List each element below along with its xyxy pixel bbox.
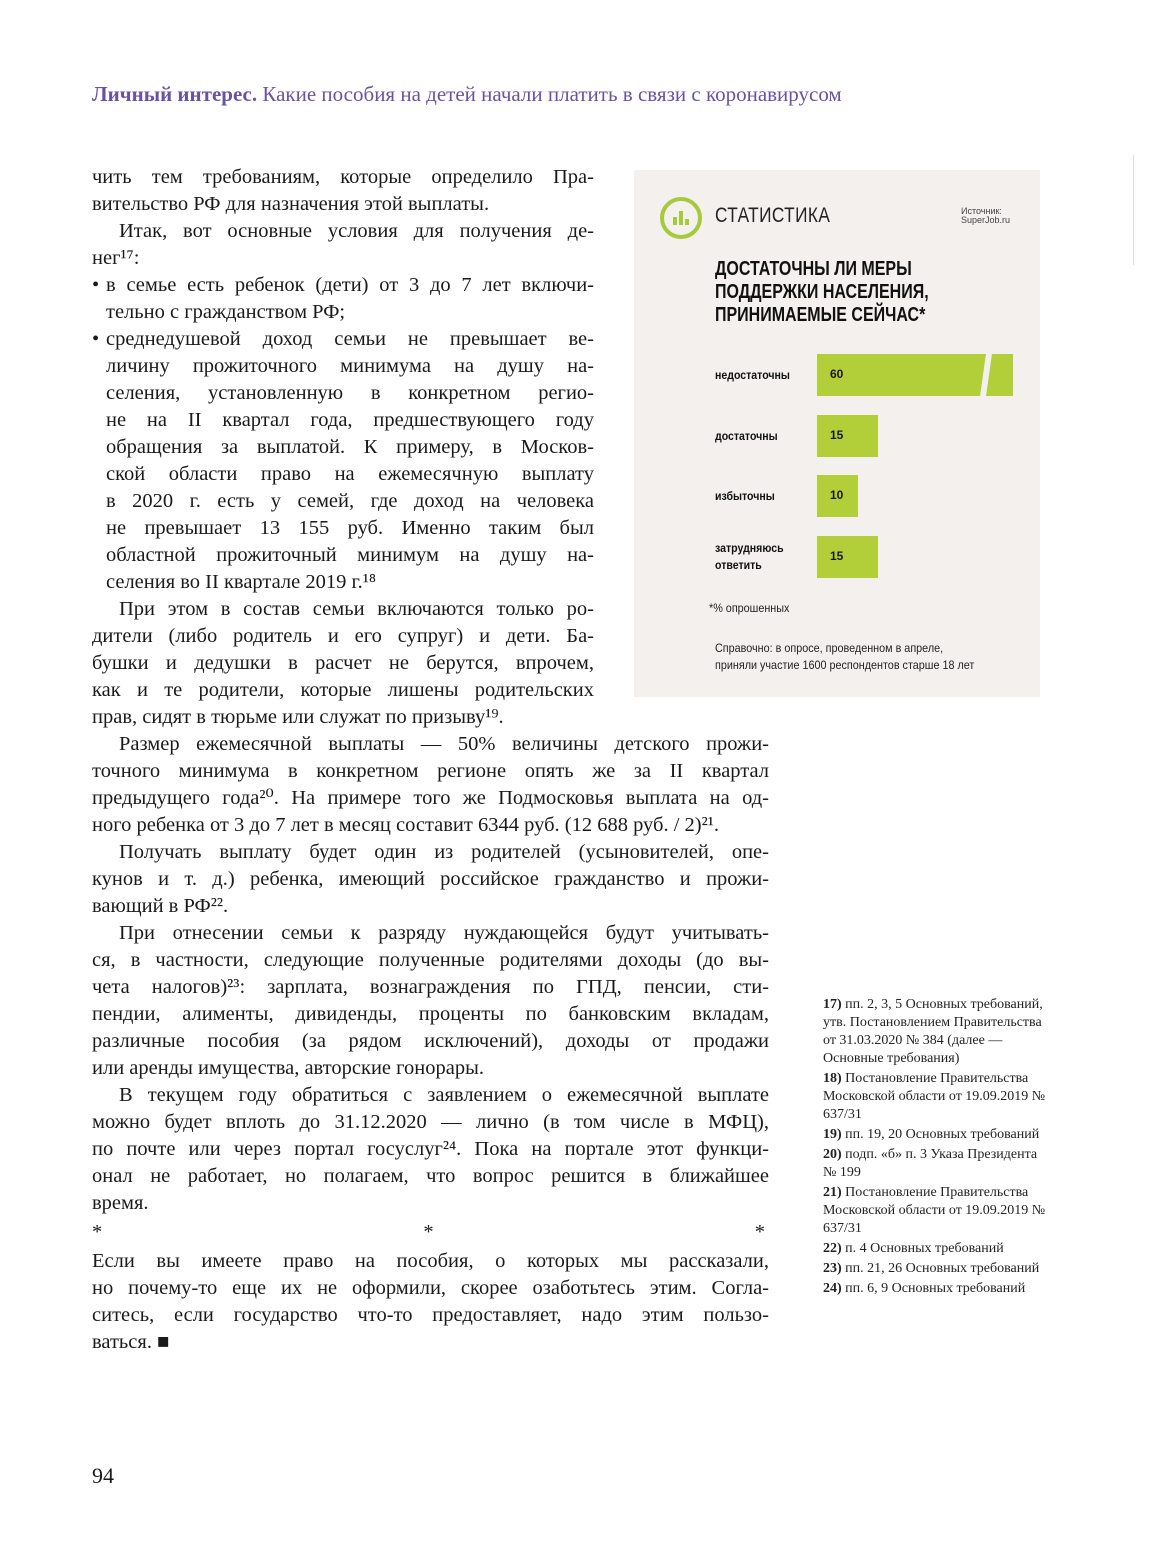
section-separator: * * *: [92, 1221, 769, 1243]
chart-bar: [817, 354, 1013, 396]
text-line: ваться. ■: [92, 1331, 170, 1353]
chart-bar: [817, 536, 878, 578]
footnote-text: подп. «б» п. 3 Указа Президента № 199: [823, 1147, 1038, 1180]
footnote-text: Постановление Правительства Московской области от 19.09.2019 № 637/31: [823, 1071, 1046, 1122]
page-number: 94: [92, 1463, 114, 1488]
footnote: [823, 1146, 1053, 1182]
text-line: не на II квартал года, предшествующего году: [106, 409, 594, 431]
footnote: [823, 1070, 1053, 1124]
axis-break-mark: [980, 352, 992, 398]
bar-value-label: 10: [830, 488, 844, 502]
reference-line: приняли участие 1600 респондентов старше 18 лет: [715, 658, 975, 672]
footnote: [823, 1184, 1053, 1238]
page-edge-divider: [1133, 155, 1134, 265]
chart-title-line: ПРИНИМАЕМЫЕ СЕЙЧАС*: [715, 304, 926, 326]
text-line: ской области право на ежемесячную выплату: [106, 463, 594, 485]
footnote: [823, 1260, 1053, 1278]
text-line: селения, установленную в конкретном регио-: [106, 382, 594, 404]
footnote-text: пп. 21, 26 Основных требований: [841, 1261, 1040, 1276]
text-line: В текущем году обратиться с заявлением о ежемесячной выплате: [119, 1084, 769, 1106]
text-line: нег¹⁷:: [92, 247, 140, 269]
text-line: Получать выплату будет один из родителей (усыновителей, опе-: [119, 841, 769, 863]
text-line: бушки и дедушки в расчет не берутся, впрочем,: [92, 652, 594, 674]
chart-category-label: [715, 540, 784, 574]
text-line: • среднедушевой доход семьи не превышает ве-: [92, 326, 594, 353]
paragraph: [92, 1248, 769, 1356]
running-header: [92, 82, 842, 107]
text-line: ся, в частности, следующие полученные родителями доходы (до вы-: [92, 949, 769, 971]
paragraph: [92, 839, 769, 920]
chart-category-label: [715, 428, 778, 445]
text-line: пендии, алименты, дивиденды, проценты по банковским вкладам,: [92, 1003, 769, 1025]
text-line: ного ребенка от 3 до 7 лет в месяц составит 6344 руб. (12 688 руб. / 2)²¹.: [92, 814, 720, 836]
footnote: [823, 996, 1053, 1068]
category-label-line: ответить: [715, 558, 762, 572]
header-title: Какие пособия на детей начали платить в связи с коронавирусом: [257, 82, 842, 106]
text-line: Если вы имеете право на пособия, о которых мы рассказали,: [92, 1250, 769, 1272]
bar-value-label: 15: [830, 549, 844, 563]
footnote-text: пп. 19, 20 Основных требований: [841, 1127, 1040, 1142]
text-line: обращения за выплатой. К примеру, в Москов-: [106, 436, 594, 458]
source-label: Источник:: [961, 206, 1002, 216]
category-label-line: недостаточны: [715, 367, 790, 382]
bar-value-label: 15: [830, 428, 844, 442]
source: [961, 207, 1010, 225]
footnote-text: пп. 6, 9 Основных требований: [841, 1281, 1026, 1296]
chart-category-label: [715, 488, 775, 505]
text-line: онал не работает, но полагаем, что вопрос решится в ближайшее: [92, 1165, 769, 1187]
footnote-text: пп. 2, 3, 5 Основных требований, утв. Постановлением Правительства от 31.03.2020 № 384 (далее — Основные требования): [823, 997, 1043, 1066]
paragraph: [92, 731, 769, 839]
text-line: в 2020 г. есть у семей, где доход на человека: [106, 490, 594, 512]
chart-bar: [817, 415, 878, 457]
reference-line: Справочно: в опросе, проведенном в апреле,: [715, 641, 944, 655]
bar-chart-logo-icon: [660, 197, 702, 239]
category-label-line: затрудняюсь: [715, 541, 784, 555]
chart-note: *% опрошенных: [709, 601, 790, 615]
bar-value-label: 60: [830, 367, 844, 381]
category-label-line: избыточны: [715, 488, 775, 503]
chart-bar: [817, 475, 858, 517]
text-line: чета налогов)²³: зарплата, вознаграждения по ГПД, пенсии, сти-: [92, 976, 769, 998]
text-line: точного минимума в конкретном регионе опять же за II квартал: [92, 760, 769, 782]
footnote: [823, 1126, 1053, 1144]
chart-title-line: ДОСТАТОЧНЫ ЛИ МЕРЫ: [715, 258, 912, 280]
text-line: селения во II квартале 2019 г.¹⁸: [106, 571, 376, 593]
category-label-line: достаточны: [715, 428, 778, 443]
header-section: Личный интерес.: [92, 82, 258, 106]
footnote-number: 20): [823, 1147, 842, 1162]
paragraph: [92, 920, 769, 1082]
text-line: личину прожиточного минимума на душу на-: [106, 355, 594, 377]
chart-category-label: [715, 367, 790, 384]
text-line: вающий в РФ²².: [92, 895, 229, 917]
text-line: вительство РФ для назначения этой выплаты.: [92, 193, 490, 215]
source-name: SuperJob.ru: [961, 215, 1011, 225]
chart-title-line: ПОДДЕРЖКИ НАСЕЛЕНИЯ,: [715, 281, 929, 303]
footnote-number: 24): [823, 1281, 842, 1296]
text-line: областной прожиточный минимум на душу на-: [106, 544, 594, 566]
text-line: не превышает 13 155 руб. Именно таким был: [106, 517, 594, 539]
text-line: • в семье есть ребенок (дети) от 3 до 7 лет включи-: [92, 272, 594, 299]
footnote: [823, 1240, 1053, 1258]
chart-title: [715, 258, 929, 327]
statistics-heading: СТАТИСТИКА: [715, 204, 831, 227]
text-line: кунов и т. д.) ребенка, имеющий российское гражданство и прожи-: [92, 868, 769, 890]
text-line: При этом в состав семьи включаются только ро-: [119, 598, 594, 620]
paragraph: [92, 1217, 769, 1248]
footnote: [823, 1280, 1053, 1298]
footnote-number: 23): [823, 1261, 842, 1276]
statistics-sidebar: [634, 170, 1040, 697]
text-line: или аренды имущества, авторские гонорары.: [92, 1057, 485, 1079]
text-line: При отнесении семьи к разряду нуждающейся будут учитывать-: [119, 922, 769, 944]
paragraph: [92, 1082, 769, 1217]
footnote-number: 17): [823, 997, 842, 1012]
text-line: чить тем требованиям, которые определило Пра-: [92, 166, 594, 188]
text-line: как и те родители, которые лишены родительских: [92, 679, 594, 701]
text-line: по почте или через портал госуслуг²⁴. Пока на портале этот функци-: [92, 1138, 769, 1160]
footnote-number: 21): [823, 1185, 842, 1200]
footnote-number: 22): [823, 1241, 842, 1256]
text-line: можно будет вплоть до 31.12.2020 — лично (в том числе в МФЦ),: [92, 1111, 769, 1133]
footnote-number: 18): [823, 1071, 842, 1086]
footnote-text: п. 4 Основных требований: [841, 1241, 1004, 1256]
footnote-number: 19): [823, 1127, 842, 1142]
footnotes: [823, 996, 1053, 1300]
text-line: различные пособия (за рядом исключений), доходы от продажи: [92, 1030, 769, 1052]
text-line: тельно с гражданством РФ;: [106, 301, 346, 323]
text-line: предыдущего года²⁰. На примере того же Подмосковья выплата на од-: [92, 787, 769, 809]
text-line: ситесь, если государство что-то предоставляет, надо этим пользо-: [92, 1304, 769, 1326]
text-line: время.: [92, 1192, 149, 1214]
text-line: но почему-то еще их не оформили, скорее озаботьтесь этим. Согла-: [92, 1277, 769, 1299]
text-line: дители (либо родитель и его супруг) и дети. Ба-: [92, 625, 594, 647]
text-line: Размер ежемесячной выплаты — 50% величины детского прожи-: [119, 733, 769, 755]
text-line: Итак, вот основные условия для получения де-: [119, 220, 594, 242]
text-line: прав, сидят в тюрьме или служат по призыву¹⁹.: [92, 706, 504, 728]
survey-reference: [715, 640, 974, 674]
footnote-text: Постановление Правительства Московской области от 19.09.2019 № 637/31: [823, 1185, 1046, 1236]
